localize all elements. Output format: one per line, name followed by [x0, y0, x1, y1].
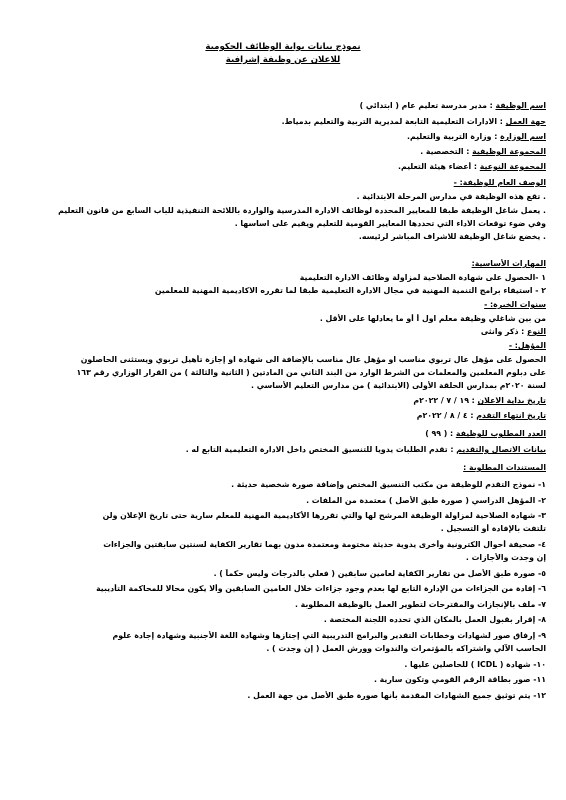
contact-value: : تقدم الطلبات يدويا للتنسيق المختص داخل الادارة التعليمية التابع له .: [185, 445, 454, 454]
end-date-row: [14, 411, 546, 421]
qualification-line: الحصول على مؤهل عال تربوي مناسب او مؤهل عال مناسب بالإضافة الى شهادة او إجازة تأهيل تربوي ويستثنى الحاصلون: [80, 355, 546, 364]
gender-label: النوع: [527, 327, 546, 336]
required-count-value: : ( ٩٩ ): [425, 429, 454, 438]
job-name-value: : مدير مدرسة تعليم عام ( ابتدائي ): [359, 101, 493, 110]
gender-row: [14, 327, 546, 337]
end-date-label: تاريخ انتهاء التقدم: [476, 411, 546, 420]
documents-line: إن وجدت والأجازات .: [465, 553, 546, 562]
qualification-line: لسنة ٢٠٢٠م بمدارس الحلقة الأولى (الابتدائية ) من مدارس التعليم الأساسي .: [251, 381, 546, 390]
documents-line: ٨- إقرار بقبول العمل بالمكان الذي تحدده اللجنة المختصة .: [323, 615, 546, 624]
documents-line: الحاسب الآلي واشتراكه بالمؤتمرات والندوات وورش العمل ( إن وجدت ) .: [266, 644, 546, 653]
ministry-value: : وزارة التربية والتعليم.: [407, 132, 498, 141]
description-item: . يخضع شاغل الوظيفة للاشراف المباشر لرئيسه.: [358, 232, 546, 241]
experience-text: من بين شاغلي وظيفة معلم اول أ أو ما يعادلها على الأقل .: [319, 314, 546, 323]
description-item: وفي ضوء توقعات الاداء التي تحددها المعايير القومية للتعليم ويقيم على اساسها .: [234, 219, 546, 228]
documents-heading: المستندات المطلوبة :: [463, 463, 546, 472]
quality-group-row: [14, 162, 546, 172]
documents-line: تلتفت بالإفادة أو التسجيل .: [440, 524, 546, 533]
documents-line: ٥- صورة طبق الأصل من تقارير الكفاية لعامين سابقين ( فعلي بالدرجات وليس حكماً ) .: [213, 569, 546, 578]
documents-line: ٤- صحيفة أحوال الكترونية وأخرى يدوية حديثة مختومة ومعتمدة مدون بهما تقارير الكفاية لسنتين سابقتين والجزاءات: [103, 540, 546, 549]
skills-item: ١ -الحصول على شهادة الصلاحية لمزاولة وظائف الادارة التعليمية: [299, 273, 546, 282]
skills-heading: المهارات الأساسية:: [471, 259, 546, 268]
description-heading: الوصف العام للوظيفة: -: [453, 178, 546, 187]
work-entity-label: جهة العمل: [505, 117, 546, 126]
job-name-label: اسم الوظيفة: [495, 101, 546, 110]
quality-group-label: المجموعة النوعية: [479, 162, 546, 171]
job-group-row: [14, 147, 546, 157]
qualification-line: على دبلوم المعلمين والمعلمات من الشرط الوارد من البند الثاني من المادتين ( الثانية والثالثة ) من القرار الوزاري رقم ١٦٣: [76, 368, 546, 377]
job-name-row: [14, 101, 546, 111]
qualification-heading: المؤهل: -: [508, 341, 546, 350]
work-entity-row: [14, 117, 546, 127]
gender-value: : ذكر وانثى: [480, 327, 525, 336]
experience-heading: سنوات الخبرة: -: [484, 300, 546, 309]
ministry-label: اسم الوزارة: [500, 132, 546, 141]
documents-line: ٧- ملف بالإنجازات والمقترحات لتطوير العمل بالوظيفة المطلوبة .: [294, 600, 546, 609]
quality-group-value: : أعضاء هيئة التعليم.: [398, 162, 478, 171]
documents-line: ١٢- يتم توثيق جميع الشهادات المقدمة بأنها صورة طبق الأصل من جهة العمل .: [247, 691, 546, 700]
document-subtitle: للاعلان عن وظيفة إشرافية: [225, 55, 341, 65]
contact-label: بيانات الاتصال والتقديم: [456, 445, 546, 454]
documents-line: ٣- شهادة الصلاحية لمزاولة الوظيفة المرشح لها والتي تقررها الأكاديمية المهنية للمعلم سارية حتى تاريخ الإعلان ولن: [102, 511, 546, 520]
documents-line: ٩- إرفاق صور لشهادات وخطابات التقدير والبرامج التدريبية التي إجتازها وشهادة اللغة الأجنبية وشهادة إجادة علوم: [112, 631, 546, 640]
contact-row: [14, 445, 546, 455]
start-date-value: : ١٩ / ٧ / ٢٠٢٢م: [413, 396, 475, 405]
required-count-label: العدد المطلوب للوظيفة: [455, 429, 546, 438]
documents-line: ١٠- شهادة ( ICDL ) للحاصلين عليها .: [404, 660, 546, 669]
description-item: . تقع هذه الوظيفة في مدارس المرحلة الابتدائية .: [356, 192, 546, 201]
documents-line: ١١- صور بطاقة الرقم القومي وتكون سارية .: [373, 675, 546, 684]
ministry-row: [14, 132, 546, 142]
description-item: . يعمل شاغل الوظيفة طبقا للمعايير المحددة لوظائف الادارة المدرسية والواردة باللائحة التنفيذية للباب السابع من قانون التعليم: [58, 206, 546, 215]
documents-line: ١- نموذج التقدم للوظيفة من مكتب التنسيق المختص وإضافة صورة شخصية حديثة .: [231, 480, 546, 489]
start-date-row: [14, 396, 546, 406]
work-entity-value: : الادارات التعليمية التابعة لمديرية التربية والتعليم بدمياط.: [281, 117, 503, 126]
job-group-label: المجموعة الوظيفية: [472, 147, 546, 156]
end-date-value: : ٤ / ٨ / ٢٠٢٢م: [416, 411, 474, 420]
required-count-row: [14, 429, 546, 439]
skills-item: ٢ - استيفاء برامج التنمية المهنية في مجال الادارة التعليمية طبقا لما تقرره الاكاديمية المهنية للمعلمين: [154, 286, 546, 295]
document-title: نموذج بيانات بوابة الوظائف الحكومية: [205, 42, 361, 52]
documents-line: ٦- إفادة من الجزاءات من الإدارة التابع لها بعدم وجود جزاءات خلال العامين السابقين وألا يكون محالا للمحاكمة التأديبية: [96, 584, 546, 593]
job-group-value: : التخصصية .: [420, 147, 470, 156]
documents-line: ٢- المؤهل الدراسي ( صورة طبق الأصل ) معتمدة من الملفات .: [306, 496, 546, 505]
start-date-label: تاريخ بداية الاعلان: [477, 396, 546, 405]
